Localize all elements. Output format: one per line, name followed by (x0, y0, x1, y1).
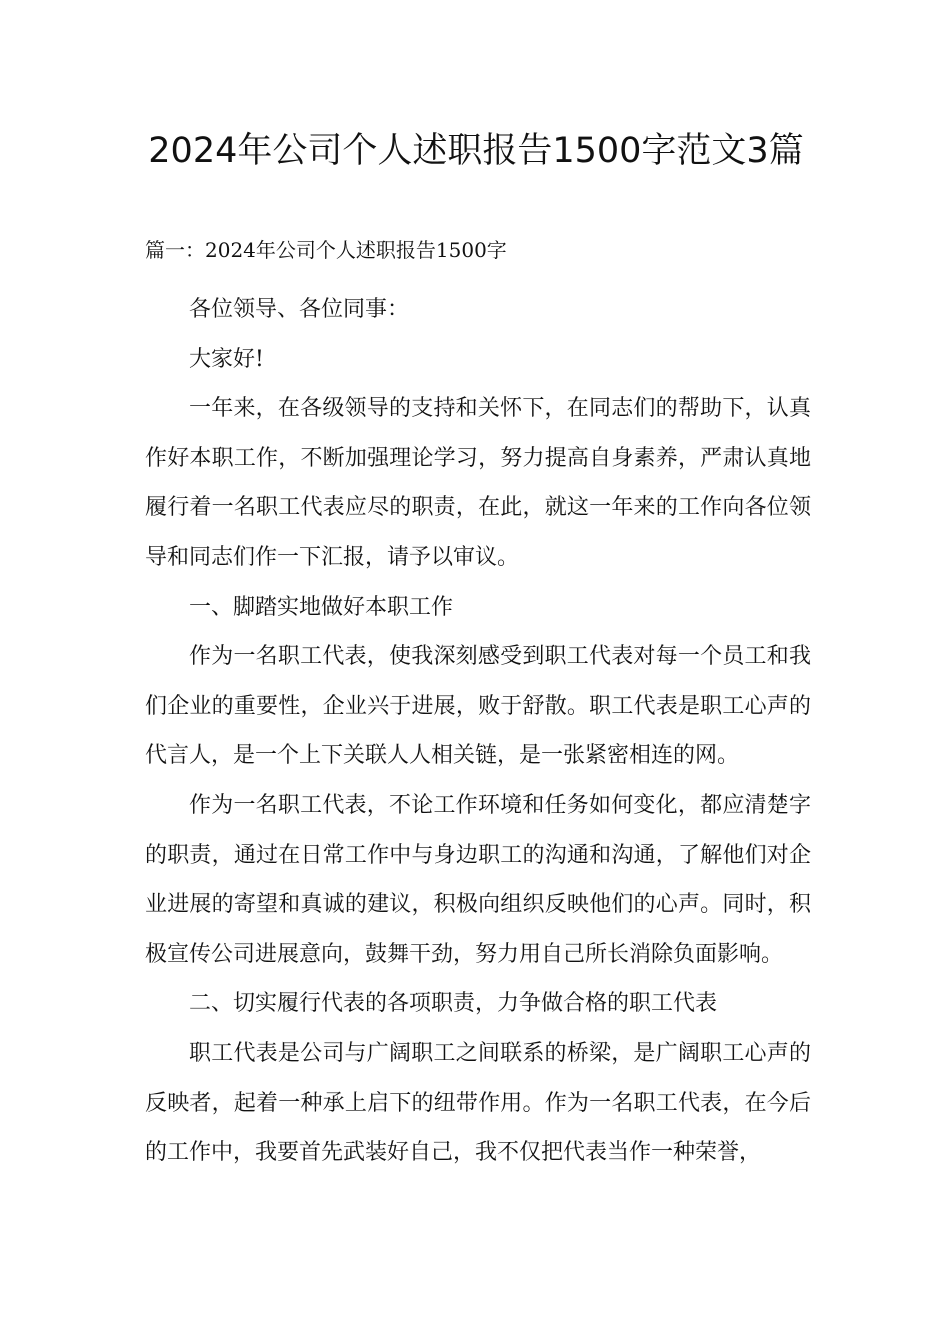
section-heading-2: 二、切实履行代表的各项职责，力争做合格的职工代表 (189, 991, 718, 1017)
body-paragraph: 一年来，在各级领导的支持和关怀下，在同志们的帮助下，认真作好本职工作，不断加强理论学习，努力提高自身素养，严肃认真地履行着一名职工代表应尽的职责，在此，就这一年来的工作向各位领导和同志们作一下汇报，请予以审议。 (145, 396, 811, 570)
section-heading: 篇一：2024年公司个人述职报告1500字 (145, 238, 507, 262)
section-heading-1: 一、脚踏实地做好本职工作 (189, 594, 454, 620)
body-paragraph: 职工代表是公司与广阔职工之间联系的桥梁，是广阔职工心声的反映者，起着一种承上启下的纽带作用。作为一名职工代表，在今后的工作中，我要首先武装好自己，我不仅把代表当作一种荣誉， (145, 1040, 811, 1166)
greeting: 大家好! (189, 346, 264, 372)
body-paragraph: 作为一名职工代表，使我深刻感受到职工代表对每一个员工和我们企业的重要性，企业兴于进展，败于舒散。职工代表是职工心声的代言人，是一个上下关联人人相关链，是一张紧密相连的网。 (145, 644, 811, 769)
document-title: 2024年公司个人述职报告1500字范文3篇 (148, 131, 804, 171)
body-paragraph: 作为一名职工代表，不论工作环境和任务如何变化，都应清楚字的职责，通过在日常工作中与身边职工的沟通和沟通，了解他们对企业进展的寄望和真诚的建议，积极向组织反映他们的心声。同时，积极宣传公司进展意向，鼓舞干劲，努力用自己所长消除负面影响。 (145, 792, 811, 967)
salutation: 各位领导、各位同事： (189, 297, 410, 322)
document-body (145, 285, 811, 1178)
